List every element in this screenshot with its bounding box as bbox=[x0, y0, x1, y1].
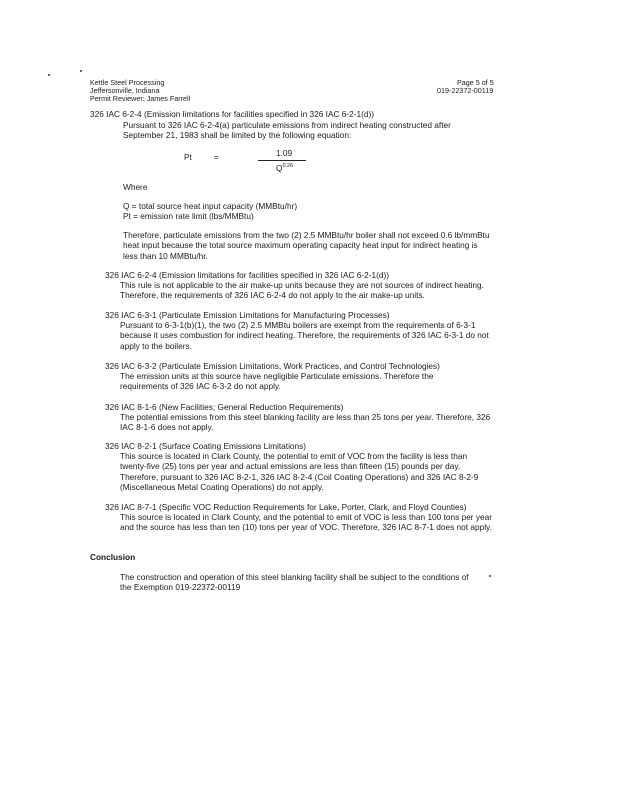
section-5-body: The potential emissions from this steel blanking facility are less than 25 tons per year. Therefore, 326 IAC 8-1-6 does not apply. bbox=[120, 412, 491, 433]
equation-operator: = bbox=[214, 152, 219, 162]
header-location: Jeffersonville, Indiana bbox=[90, 86, 160, 95]
equation-denominator-base: Q bbox=[276, 163, 283, 173]
equation-exponent: 0.26 bbox=[282, 163, 294, 169]
definition-pt: Pt = emission rate limit (lbs/MMBtu) bbox=[123, 211, 254, 221]
section-5-title: 326 IAC 8-1-6 (New Facilities; General Reduction Requirements) bbox=[105, 402, 344, 412]
section-1-conclusion-para: Therefore, particulate emissions from the two (2) 2.5 MMBtu/hr boiler shall not exceed 0.6 lb/mmBtu heat input because the total source maximum operating capacity heat input for indirect heating is less than 10 MMBtu/hr. bbox=[123, 230, 490, 261]
section-7-body: This source is located in Clark County, and the potential to emit of VOC is less than 100 tons per year and the source has less than ten (10) tons per year of VOC. Therefore, 326 IAC 8-7-1 does not apply. bbox=[120, 512, 493, 533]
header-reviewer: Permit Reviewer: James Farrell bbox=[90, 94, 191, 103]
conclusion-body: The construction and operation of this steel blanking facility shall be subject to the conditions of the Exemption 019-22372-00119 bbox=[120, 572, 469, 593]
definition-q: Q = total source heat input capacity (MMBtu/hr) bbox=[123, 201, 298, 211]
header-page-label: Page 5 of 5 bbox=[457, 78, 494, 87]
equation-denominator bbox=[276, 161, 293, 173]
section-3-title: 326 IAC 6-3-1 (Particulate Emission Limitations for Manufacturing Processes) bbox=[105, 310, 390, 320]
header-permit-number: 019-22372-00119 bbox=[437, 86, 494, 95]
scan-speck bbox=[48, 74, 50, 76]
section-4-body: The emission units at this source have negligible Particulate emissions. Therefore the requirements of 326 IAC 6-3-2 do not apply. bbox=[120, 371, 434, 392]
section-2-title: 326 IAC 6-2-4 (Emission limitations for facilities specified in 326 IAC 6-2-1(d)) bbox=[105, 270, 390, 280]
section-7-title: 326 IAC 8-7-1 (Specific VOC Reduction Requirements for Lake, Porter, Clark, and Floyd Counties) bbox=[105, 502, 467, 512]
where-label: Where bbox=[123, 182, 148, 192]
scan-speck bbox=[80, 70, 82, 72]
section-1-title: 326 IAC 6-2-4 (Emission limitations for facilities specified in 326 IAC 6-2-1(d)) bbox=[90, 109, 375, 119]
scan-speck bbox=[489, 575, 491, 577]
equation-lhs: Pt bbox=[184, 152, 192, 162]
section-4-title: 326 IAC 6-3-2 (Particulate Emission Limitations, Work Practices, and Control Technologies) bbox=[105, 361, 440, 371]
conclusion-heading: Conclusion bbox=[90, 552, 136, 562]
section-6-title: 326 IAC 8-2-1 (Surface Coating Emissions Limitations) bbox=[105, 441, 307, 451]
header-company: Kettle Steel Processing bbox=[90, 78, 165, 87]
section-1-body: Pursuant to 326 IAC 6-2-4(a) particulate emissions from indirect heating constructed after September 21, 1983 shall be limited by the following equation: bbox=[123, 120, 451, 141]
equation-numerator: 1.09 bbox=[276, 148, 293, 158]
section-3-body: Pursuant to 6-3-1(b)(1), the two (2) 2.5 MMBtu boilers are exempt from the requirements of 6-3-1 because it uses combustion for indirect heating. Therefore, the requirements of 326 IAC 6-3-1 do not apply to the boilers. bbox=[120, 320, 489, 351]
section-6-body: This source is located in Clark County, the potential to emit of VOC from the facility is less than twenty-five (25) tons per year and actual emissions are less than fifteen (15) pounds per day. Therefore, pursuant to 326 IAC 8-2-1, 326 IAC 8-2-4 (Coil Coating Operations) and 326 IAC 8-2-9 (Miscellaneous Metal Coating Operations) do not apply. bbox=[120, 451, 479, 493]
section-2-body: This rule is not applicable to the air make-up units because they are not sources of indirect heating. Therefore, the requirements of 326 IAC 6-2-4 do not apply to the air make-up units. bbox=[120, 280, 484, 301]
